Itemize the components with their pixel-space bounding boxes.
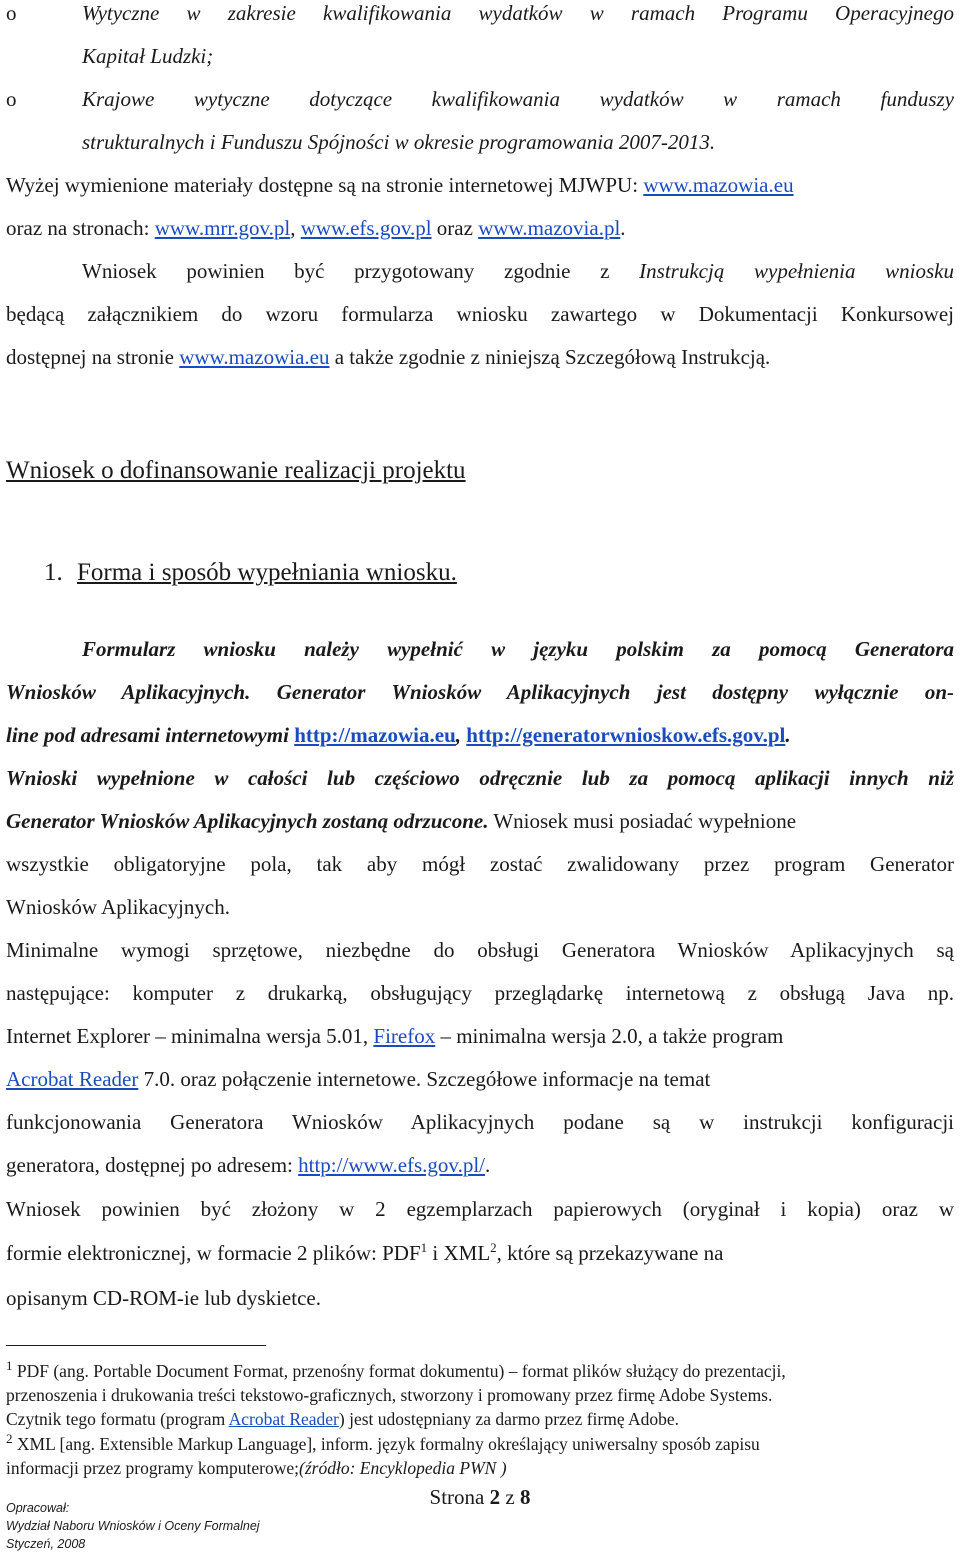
link-acrobat-reader-footnote[interactable]: Acrobat Reader [228, 1409, 339, 1429]
intro-line: będącą załącznikiem do wzoru formularza wniosku zawartego w Dokumentacji Konkursowej [6, 302, 954, 326]
bullet-marker: o [6, 87, 17, 111]
footnote-separator [6, 1345, 266, 1346]
bullet-text-line: Krajowe wytyczne dotyczące kwalifikowania wydatków w ramach funduszy [82, 87, 954, 111]
page-number: Strona 2 z 8 [429, 1485, 531, 1509]
link-firefox[interactable]: Firefox [373, 1024, 436, 1048]
bullet-text-line: strukturalnych i Funduszu Spójności w okresie programowania 2007-2013. [82, 130, 716, 154]
bullet-text-line: Wytyczne w zakresie kwalifikowania wydatków w ramach Programu Operacyjnego [82, 1, 954, 25]
intro-line: Wniosek powinien być przygotowany zgodnie z Instrukcją wypełnienia wniosku [82, 259, 954, 283]
bold-para-line: Wniosków Aplikacyjnych. Generator Wniosków Aplikacyjnych jest dostępny wyłącznie on- [6, 680, 954, 704]
link-mazowia-2[interactable]: www.mazowia.eu [179, 345, 330, 369]
intro-line: dostępnej na stronie www.mazowia.eu a także zgodnie z niniejszą Szczegółową Instrukcją. [6, 345, 771, 369]
department-name: Wydział Naboru Wniosków i Oceny Formalnej [6, 1519, 260, 1533]
bold-para-line: wszystkie obligatoryjne pola, tak aby mógł zostać zwalidowany przez program Generator [6, 852, 954, 876]
footnote-2-line: informacji przez programy komputerowe;(źródło: Encyklopedia PWN ) [6, 1458, 507, 1478]
link-efs-config[interactable]: http://www.efs.gov.pl/ [298, 1153, 485, 1177]
bold-para-line: line pod adresami internetowymi http://mazowia.eu, http://generatorwnioskow.efs.gov.pl. [6, 723, 791, 747]
footnote-1-line: przenoszenia i drukowania treści tekstowo-graficznych, stworzony i promowany przez firmę Adobe Systems. [6, 1385, 773, 1405]
req-para-line: Minimalne wymogi sprzętowe, niezbędne do obsługi Generatora Wniosków Aplikacyjnych są [6, 938, 954, 962]
submit-para-line: Wniosek powinien być złożony w 2 egzemplarzach papierowych (oryginał i kopia) oraz w [6, 1197, 954, 1221]
intro-line: oraz na stronach: www.mrr.gov.pl, www.efs.gov.pl oraz www.mazovia.pl. [6, 216, 626, 240]
submit-para-line: opisanym CD-ROM-ie lub dyskietce. [6, 1286, 321, 1310]
link-efs[interactable]: www.efs.gov.pl [300, 216, 432, 240]
submit-para-line: formie elektronicznej, w formacie 2 plików: PDF$^1$ i XML$^2$, które są przekazywane na [6, 1240, 724, 1265]
link-mazowia[interactable]: www.mazowia.eu [643, 173, 794, 197]
footnote-1-line: Czytnik tego formatu (program Acrobat Reader) jest udostępniany za darmo przez firmę Adobe. [6, 1409, 680, 1429]
footnote-ref-2[interactable]: 2 [490, 1240, 497, 1255]
subsection-heading [44, 558, 457, 588]
document-date: Styczeń, 2008 [6, 1537, 86, 1551]
section-title: Wniosek o dofinansowanie realizacji projektu [6, 457, 466, 484]
req-para-line: następujące: komputer z drukarką, obsługujący przeglądarkę internetową z obsługą Java np. [6, 981, 954, 1005]
bullet-text-line: Kapitał Ludzki; [82, 44, 214, 68]
subsection-title: Forma i sposób wypełniania wniosku. [77, 559, 457, 586]
link-acrobat-reader[interactable]: Acrobat Reader [6, 1067, 139, 1091]
bullet-marker: o [6, 1, 17, 25]
bold-para-line: Wniosków Aplikacyjnych. [6, 895, 230, 919]
intro-line: Wyżej wymienione materiały dostępne są na stronie internetowej MJWPU: www.mazowia.eu [6, 173, 794, 197]
link-mazovia[interactable]: www.mazovia.pl [478, 216, 621, 240]
footnote-1: $^1$ PDF (ang. Portable Document Format, przenośny format dokumentu) – format plików służący do prezentacji, [6, 1358, 786, 1381]
prepared-by-label: Opracował: [6, 1501, 70, 1515]
footnote-ref-1[interactable]: 1 [420, 1240, 428, 1255]
bold-para-line: Formularz wniosku należy wypełnić w języku polskim za pomocą Generatora [82, 637, 954, 661]
req-para-line: Internet Explorer – minimalna wersja 5.01, Firefox – minimalna wersja 2.0, a także program [6, 1024, 784, 1048]
bold-para-line: Generator Wniosków Aplikacyjnych zostaną odrzucone. Wniosek musi posiadać wypełnione [6, 809, 797, 833]
req-para-line: generatora, dostępnej po adresem: http://www.efs.gov.pl/. [6, 1153, 491, 1177]
bold-para-line: Wnioski wypełnione w całości lub częściowo odręcznie lub za pomocą aplikacji innych niż [6, 766, 954, 790]
subsection-number: 1. [44, 559, 63, 586]
req-para-line: Acrobat Reader 7.0. oraz połączenie internetowe. Szczegółowe informacje na temat [6, 1067, 711, 1091]
footnote-2: $^2$ XML [ang. Extensible Markup Language], inform. język formalny określający uniwersalny sposób zapisu [6, 1431, 760, 1454]
req-para-line: funkcjonowania Generatora Wniosków Aplikacyjnych podane są w instrukcji konfiguracji [6, 1110, 954, 1134]
link-generator-efs[interactable]: http://generatorwnioskow.efs.gov.pl [466, 723, 786, 747]
link-mrr[interactable]: www.mrr.gov.pl [154, 216, 291, 240]
link-generator-mazowia[interactable]: http://mazowia.eu [294, 723, 456, 747]
